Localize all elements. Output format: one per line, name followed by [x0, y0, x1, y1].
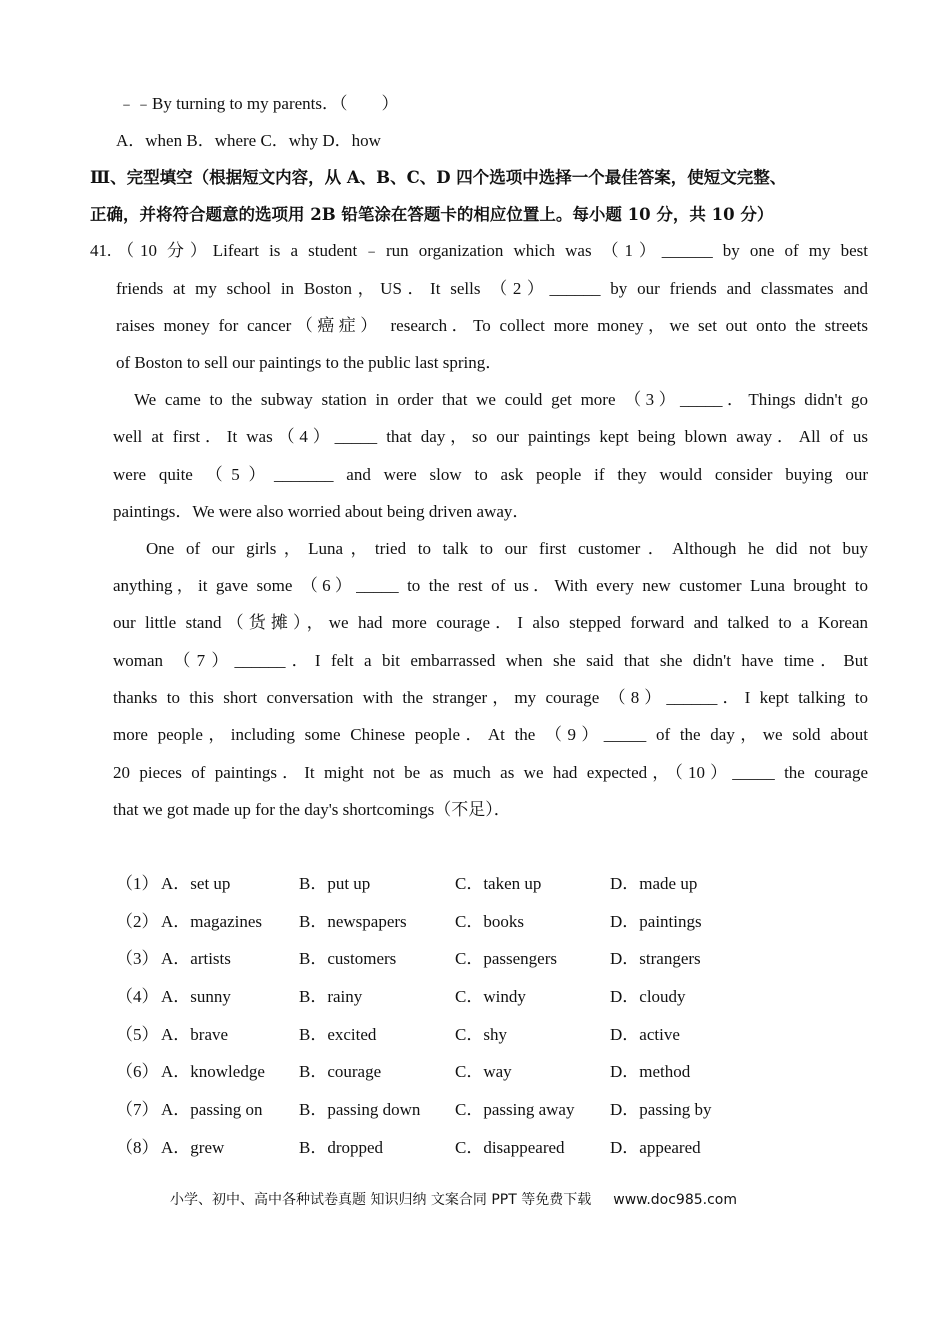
- passage-line: anything，it gave some （6）_____ to the rest of us．With every new customer Luna brought to: [113, 576, 868, 595]
- option-c: C．windy: [455, 987, 526, 1006]
- section-heading: Ⅲ、完型填空（根据短文内容，从 A、B、C、D 四个选项中选择一个最佳答案，使短文完整、: [90, 168, 787, 187]
- passage-line: thanks to this short conversation with the stranger，my courage （8）______．I kept talking to: [113, 688, 868, 707]
- question-number: （7）: [116, 1100, 159, 1119]
- passage-line: of Boston to sell our paintings to the public last spring．: [116, 353, 503, 372]
- passage-line: friends at my school in Boston，US．It sells （2）______ by our friends and classmates and: [116, 279, 868, 298]
- option-c: C．way: [455, 1062, 512, 1081]
- option-b: B．excited: [299, 1025, 377, 1044]
- option-b: B．newspapers: [299, 912, 407, 931]
- option-a: A．brave: [161, 1025, 229, 1044]
- question-number: （6）: [116, 1062, 159, 1081]
- question-number: （2）: [116, 912, 159, 931]
- passage-line: well at first．It was（4）_____ that day，so our paintings kept being blown away．All of us: [113, 427, 868, 446]
- question-number: （5）: [116, 1025, 159, 1044]
- question-number: （8）: [116, 1138, 159, 1157]
- option-b: B．courage: [299, 1062, 382, 1081]
- option-d: D．appeared: [610, 1138, 701, 1157]
- passage-line: our little stand（货摊），we had more courage．I also stepped forward and talked to a Korean: [113, 613, 868, 632]
- option-a: A．sunny: [161, 987, 231, 1006]
- option-a: A．grew: [161, 1138, 225, 1157]
- passage-line: paintings．We were also worried about being driven away．: [113, 502, 530, 521]
- option-b: B．passing down: [299, 1100, 421, 1119]
- passage-line: that we got made up for the day's shortcomings（不足）．: [113, 800, 511, 819]
- passage-line: woman （7）______．I felt a bit embarrassed when she said that she didn't have time．But: [113, 651, 868, 670]
- passage-line: One of our girls，Luna，tried to talk to our first customer．Although he did not buy: [146, 539, 868, 558]
- question-number: （3）: [116, 949, 159, 968]
- section-heading-continued: 正确，并将符合题意的选项用 2B 铅笔涂在答题卡的相应位置上。每小题 10 分，共 10 分）: [90, 205, 774, 224]
- page-footer: [170, 1189, 737, 1211]
- question-number: （1）: [116, 874, 159, 893]
- question-number: （4）: [116, 987, 159, 1006]
- passage-line: were quite （5）_______ and were slow to ask people if they would consider buying our: [113, 465, 868, 484]
- option-b: B．put up: [299, 874, 371, 893]
- option-a: A．set up: [161, 874, 231, 893]
- option-a: A．magazines: [161, 912, 263, 931]
- footer-text: 小学、初中、高中各种试卷真题 知识归纳 文案合同 PPT 等免费下载: [170, 1192, 592, 1208]
- previous-question-stem: ﹣﹣By turning to my parents．（ ）: [118, 94, 399, 113]
- passage-line: more people，including some Chinese people．At the （9）_____ of the day，we sold about: [113, 725, 868, 744]
- footer-website: www.doc985.com: [613, 1192, 737, 1208]
- option-d: D．passing by: [610, 1100, 712, 1119]
- option-b: B．rainy: [299, 987, 363, 1006]
- option-d: D．method: [610, 1062, 691, 1081]
- option-c: C．disappeared: [455, 1138, 565, 1157]
- option-c: C．shy: [455, 1025, 507, 1044]
- option-d: D．active: [610, 1025, 680, 1044]
- option-a: A．knowledge: [161, 1062, 265, 1081]
- passage-line: We came to the subway station in order that we could get more （3）_____．Things didn't go: [134, 390, 868, 409]
- option-c: C．taken up: [455, 874, 542, 893]
- option-d: D．paintings: [610, 912, 702, 931]
- option-c: C．passing away: [455, 1100, 575, 1119]
- option-d: D．made up: [610, 874, 698, 893]
- option-c: C．passengers: [455, 949, 557, 968]
- passage-line: raises money for cancer（癌症） research．To collect more money，we set out onto the streets: [116, 316, 868, 335]
- previous-question-options: A．when B．where C．why D．how: [116, 131, 381, 150]
- option-a: A．passing on: [161, 1100, 263, 1119]
- option-d: D．strangers: [610, 949, 701, 968]
- option-a: A．artists: [161, 949, 231, 968]
- option-c: C．books: [455, 912, 524, 931]
- passage-line: 20 pieces of paintings．It might not be as much as we had expected，（10）_____ the courage: [113, 763, 868, 782]
- option-d: D．cloudy: [610, 987, 686, 1006]
- passage-line: 41.（10 分）Lifeart is a student﹣run organization which was （1）______ by one of my best: [90, 241, 868, 260]
- option-b: B．customers: [299, 949, 397, 968]
- option-b: B．dropped: [299, 1138, 384, 1157]
